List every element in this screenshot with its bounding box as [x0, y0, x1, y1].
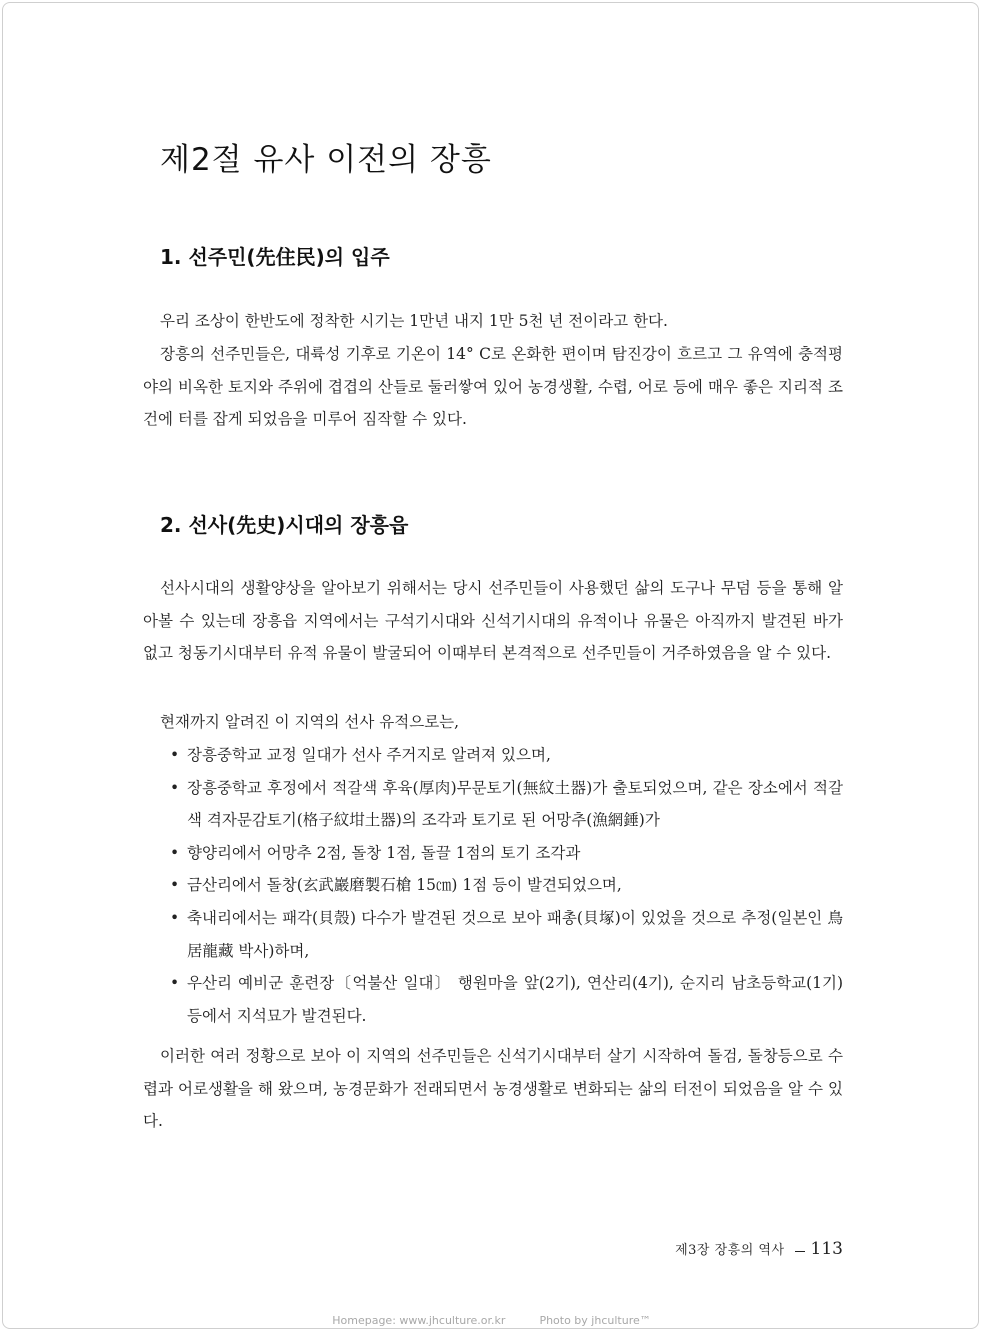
- footer-separator: [795, 1251, 805, 1252]
- bullet-icon: •: [170, 876, 180, 895]
- page-footer: [600, 1239, 843, 1259]
- bullet-icon: •: [170, 908, 180, 927]
- list-lead: 현재까지 알려진 이 지역의 선사 유적으로는,: [160, 713, 460, 731]
- section-heading-2: 2. 선사(先史)시대의 장흥읍: [160, 513, 409, 537]
- paragraph: 이러한 여러 정황으로 보아 이 지역의 선주민들은 신석기시대부터 살기 시작하여 돌검, 돌창등으로 수렵과 어로생활을 해 왔으며, 농경문화가 전래되면서 농경생활로 변화되는 삶의 터전이 되었음을 알 수 있다.: [143, 1047, 843, 1131]
- list-item: • 장흥중학교 교정 일대가 선사 주거지로 알려져 있으며,: [143, 739, 843, 772]
- bullet-icon: •: [170, 778, 180, 797]
- credit-line: [0, 1314, 983, 1327]
- paragraph: 선사시대의 생활양상을 알아보기 위해서는 당시 선주민들이 사용했던 삶의 도구나 무덤 등을 통해 알아볼 수 있는데 장흥읍 지역에서는 구석기시대와 신석기시대의 유적이나 유물은 아직까지 발견된 바가 없고 청동기시대부터 유적 유물이 발굴되어 이때부터 본격적으로 선주민들이 거주하였음을 알 수 있다.: [143, 579, 843, 663]
- list-item: • 금산리에서 돌창(玄武巖磨製石槍 15㎝) 1점 등이 발견되었으며,: [143, 869, 843, 902]
- page-number: 113: [810, 1239, 843, 1259]
- list-item: • 향양리에서 어망추 2점, 돌창 1점, 돌끌 1점의 토기 조각과: [143, 837, 843, 870]
- list-item: • 축내리에서는 패각(貝殼) 다수가 발견된 것으로 보아 패총(貝塚)이 있었을 것으로 추정(일본인 鳥居龍藏 박사)하며,: [143, 902, 843, 967]
- chapter-title: 제2절 유사 이전의 장흥: [160, 142, 492, 178]
- photo-credit: Photo by jhculture™: [539, 1314, 651, 1327]
- list-item: • 장흥중학교 후정에서 적갈색 후육(厚肉)무문토기(無紋土器)가 출토되었으며, 같은 장소에서 적갈색 격자문감토기(格子紋坩土器)의 조각과 토기로 된 어망추(漁網錘)가: [143, 772, 843, 837]
- bullet-icon: •: [170, 746, 180, 764]
- section-heading-1: 1. 선주민(先住民)의 입주: [160, 245, 390, 269]
- bullet-icon: •: [170, 974, 180, 993]
- bullet-icon: •: [170, 843, 180, 862]
- paragraph: 장흥의 선주민들은, 대륙성 기후로 기온이 14° C로 온화한 편이며 탐진강이 흐르고 그 유역에 충적평야의 비옥한 토지와 주위에 겹겹의 산들로 둘러쌓여 있어 농경생활, 수렵, 어로 등에 매우 좋은 지리적 조건에 터를 잡게 되었음을 미루어 짐작할 수 있다.: [143, 345, 843, 429]
- homepage-credit: Homepage: www.jhculture.or.kr: [332, 1314, 506, 1327]
- paragraph: 우리 조상이 한반도에 정착한 시기는 1만년 내지 1만 5천 년 전이라고 한다.: [160, 312, 668, 330]
- site-list: [143, 739, 843, 1032]
- footer-chapter: 제3장 장흥의 역사: [675, 1243, 785, 1258]
- list-item: • 우산리 예비군 훈련장〔억불산 일대〕 행원마을 앞(2기), 연산리(4기), 순지리 남초등학교(1기) 등에서 지석묘가 발견된다.: [143, 967, 843, 1032]
